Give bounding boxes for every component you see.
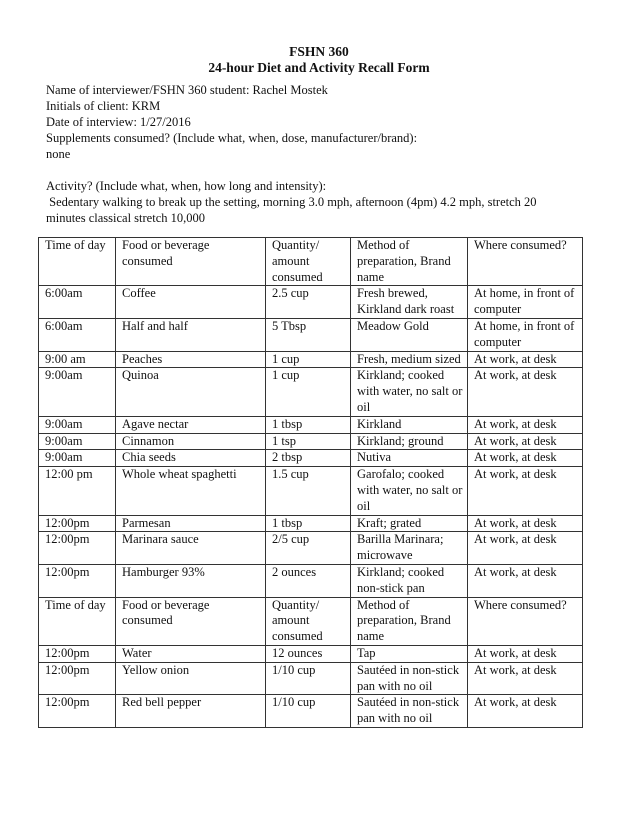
food-cell: Yellow onion [116,662,266,695]
method-cell: Sautéed in non-stick pan with no oil [351,695,468,728]
table-row [39,416,583,433]
quantity-cell: 2 tbsp [266,450,351,467]
method-cell: Sautéed in non-stick pan with no oil [351,662,468,695]
method-cell: Fresh, medium sized [351,351,468,368]
time-cell: 12:00pm [39,645,116,662]
activity-answer-line2: minutes classical stretch 10,000 [46,211,205,225]
table-row [39,695,583,728]
quantity-cell: 1 cup [266,351,351,368]
food-cell: Marinara sauce [116,532,266,565]
method-cell: Kraft; grated [351,515,468,532]
quantity-cell: 1/10 cup [266,695,351,728]
table-header-row [39,238,583,286]
method-cell: Kirkland; cooked non-stick pan [351,564,468,597]
diet-recall-table-body [39,238,583,728]
food-cell: Whole wheat spaghetti [116,467,266,515]
food-cell: Quinoa [116,368,266,416]
method-cell: Nutiva [351,450,468,467]
location-cell: At work, at desk [468,416,583,433]
header-cell: Time of day [39,238,116,286]
method-cell: Fresh brewed, Kirkland dark roast [351,286,468,319]
method-cell: Tap [351,645,468,662]
table-row [39,532,583,565]
course-title: FSHN 360 [289,44,349,59]
table-row [39,645,583,662]
interviewer-line: Name of interviewer/FSHN 360 student: Rachel Mostek [46,83,328,97]
food-cell: Food or beverage consumed [116,597,266,645]
quantity-cell: 5 Tbsp [266,318,351,351]
header-cell: Food or beverage consumed [116,238,266,286]
location-cell: At work, at desk [468,467,583,515]
location-cell: At work, at desk [468,662,583,695]
quantity-cell: 2/5 cup [266,532,351,565]
form-title: 24-hour Diet and Activity Recall Form [208,60,430,75]
table-row [39,450,583,467]
time-cell: 9:00 am [39,351,116,368]
method-cell: Barilla Marinara; microwave [351,532,468,565]
food-cell: Peaches [116,351,266,368]
method-cell: Method of preparation, Brand name [351,597,468,645]
method-cell: Kirkland; ground [351,433,468,450]
location-cell: At work, at desk [468,351,583,368]
time-cell: 9:00am [39,433,116,450]
food-cell: Water [116,645,266,662]
food-cell: Hamburger 93% [116,564,266,597]
table-row [39,433,583,450]
quantity-cell: 2 ounces [266,564,351,597]
quantity-cell: 1 tsp [266,433,351,450]
food-cell: Chia seeds [116,450,266,467]
activity-answer-line1: Sedentary walking to break up the setting, morning 3.0 mph, afternoon (4pm) 4.2 mph, stretch 20 [46,195,537,209]
table-row [39,467,583,515]
time-cell: 12:00pm [39,695,116,728]
date-line: Date of interview: 1/27/2016 [46,115,191,129]
location-cell: At work, at desk [468,645,583,662]
food-cell: Half and half [116,318,266,351]
header-cell: Quantity/ amount consumed [266,238,351,286]
quantity-cell: Quantity/ amount consumed [266,597,351,645]
quantity-cell: 1 tbsp [266,515,351,532]
location-cell: Where consumed? [468,597,583,645]
location-cell: At home, in front of computer [468,286,583,319]
location-cell: At work, at desk [468,368,583,416]
initials-line: Initials of client: KRM [46,99,161,113]
location-cell: At work, at desk [468,564,583,597]
time-cell: Time of day [39,597,116,645]
table-row [39,286,583,319]
supplements-answer: none [46,147,71,161]
food-cell: Red bell pepper [116,695,266,728]
quantity-cell: 1 cup [266,368,351,416]
location-cell: At work, at desk [468,450,583,467]
header-cell: Method of preparation, Brand name [351,238,468,286]
table-row [39,351,583,368]
food-cell: Coffee [116,286,266,319]
quantity-cell: 1/10 cup [266,662,351,695]
food-cell: Parmesan [116,515,266,532]
time-cell: 12:00 pm [39,467,116,515]
table-row [39,662,583,695]
quantity-cell: 2.5 cup [266,286,351,319]
time-cell: 6:00am [39,286,116,319]
method-cell: Kirkland [351,416,468,433]
method-cell: Garofalo; cooked with water, no salt or oil [351,467,468,515]
food-cell: Agave nectar [116,416,266,433]
method-cell: Meadow Gold [351,318,468,351]
location-cell: At work, at desk [468,532,583,565]
table-row [39,368,583,416]
time-cell: 9:00am [39,450,116,467]
supplements-question: Supplements consumed? (Include what, when, dose, manufacturer/brand): [46,131,418,145]
quantity-cell: 1.5 cup [266,467,351,515]
table-row [39,564,583,597]
time-cell: 12:00pm [39,515,116,532]
table-row [39,597,583,645]
location-cell: At home, in front of computer [468,318,583,351]
location-cell: At work, at desk [468,515,583,532]
quantity-cell: 12 ounces [266,645,351,662]
header-cell: Where consumed? [468,238,583,286]
table-row [39,515,583,532]
time-cell: 6:00am [39,318,116,351]
location-cell: At work, at desk [468,695,583,728]
time-cell: 12:00pm [39,532,116,565]
quantity-cell: 1 tbsp [266,416,351,433]
diet-recall-table [38,237,583,728]
time-cell: 12:00pm [39,662,116,695]
activity-question: Activity? (Include what, when, how long and intensity): [46,179,327,193]
time-cell: 9:00am [39,416,116,433]
time-cell: 12:00pm [39,564,116,597]
location-cell: At work, at desk [468,433,583,450]
time-cell: 9:00am [39,368,116,416]
food-cell: Cinnamon [116,433,266,450]
method-cell: Kirkland; cooked with water, no salt or oil [351,368,468,416]
table-row [39,318,583,351]
